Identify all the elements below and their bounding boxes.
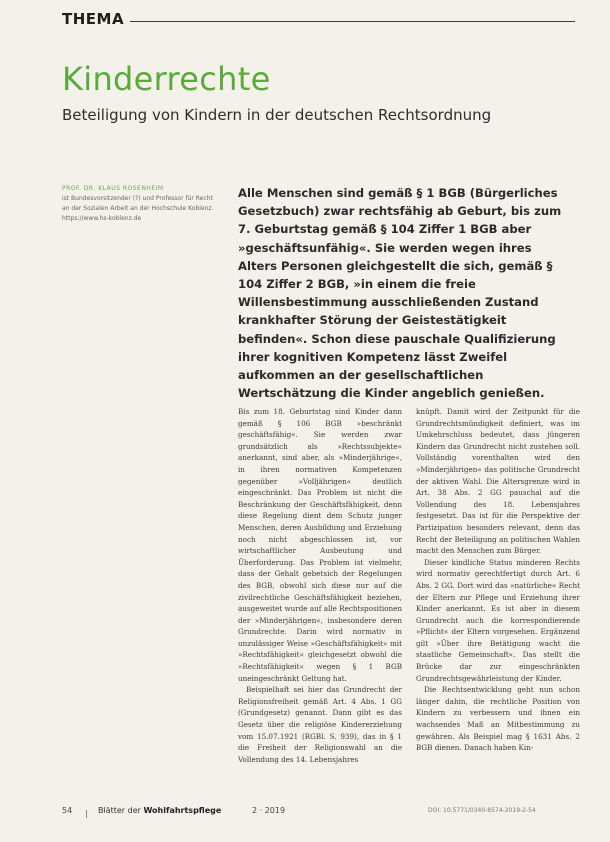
paragraph: Dieser kindliche Status minderen Rechts wird normativ gerechtfertigt durch Art. 6 Abs. 2 GG. Dort wird das »natürliche« Recht der Eltern zur Pflege und Erziehung ihrer Kinder anerkannt. Es ist aber in diesem Grundrecht auch die korrespondierende »Pflicht« der Eltern vorgesehen. Ergänzend gilt »Über ihre Betätigung wacht die staatliche Gemeinschaft«. Das stellt die Brücke dar zur eingeschränkten Grundrechtsgewährleistung der Kinder. (416, 557, 580, 683)
author-box (62, 184, 222, 224)
author-name: PROF. DR. KLAUS ROSENHEIM (62, 185, 164, 192)
page-subtitle: Beteiligung von Kindern in der deutschen Rechtsordnung (62, 106, 492, 124)
paragraph: Bis zum 18. Geburtstag sind Kinder dann gemäß § 106 BGB »beschränkt geschäftsfähig«. Sie werden zwar grundsätzlich als »Rechtssubjekte« anerkannt, sind aber, als »Minderjährige«, in ihren normativen Kompetenzen gegenüber »Volljährigen« deutlich eingeschränkt. Das Problem ist nicht die Beschränkung der Geschäftsfähigkeit, denn diese Regelung dient dem Schutz junger Menschen, deren Ausbildung und Erziehung noch nicht abgeschlossen ist, vor wirtschaftlicher Ausbeutung und Überforderung. Das Problem ist vielmehr, dass der Gehalt gebetsich der Regelungen des BGB, obwohl sich diese nur auf die zivilrechtliche Geschäftsfähigkeit beziehen, ausgeweitet wurde auf alle Rechtspositionen der »Minderjährigen«, insbesondere deren Grundrechte. Darin wird normativ in unzulässiger Weise »Geschäftsfähigkeit« mit »Rechtsfähigkeit« gleichgesetzt obwohl die »Rechtsfähigkeit« wegen § 1 BGB uneingeschränkt Geltung hat. (238, 407, 402, 683)
paragraph: Die Rechtsentwicklung geht nun schon länger dahin, die rechtliche Position von Kindern zu verbessern und ihnen ein wachsendes Maß an Mitbestimmung zu gewähren. Als Beispiel mag § 1631 Abs. 2 BGB dienen. Danach haben Kin- (416, 685, 580, 753)
body-column-2 (416, 406, 580, 754)
issue-number: 2 · 2019 (252, 806, 286, 815)
paragraph: knüpft. Damit wird der Zeitpunkt für die Grundrechtsmündigkeit definiert, was im Umkehrschluss bedeutet, dass jüngeren Kindern das Grundrecht nicht zustehen soll. Vollständig vorenthalten wird den »Minderjährigen« das politische Grundrecht der aktiven Wahl. Die Altersgrenze wird in Art. 38 Abs. 2 GG pauschal auf die Vollendung des 18. Lebensjahres festgesetzt. Das ist für die Perspektive der Partizipation besonders relevant, denn das Recht der Beteiligung an politischen Wahlen macht den Menschen zum Bürger. (416, 407, 580, 556)
page-number: 54 (62, 806, 73, 815)
journal-name (98, 806, 221, 815)
paragraph: Beispielhaft sei hier das Grundrecht der Religionsfreiheit gemäß Art. 4 Abs. 1 GG (Grundgesetz) genannt. Dann gibt es das Gesetz über die religiöse Kindererziehung vom 15.07.1921 (RGBl. S. 939), das in § 1 die Freiheit der Religionswahl an die Vollendung des 14. Lebensjahres (238, 685, 402, 764)
journal-prefix: Blätter der (98, 806, 144, 815)
section-label: THEMA (62, 10, 125, 28)
section-divider (130, 21, 575, 22)
body-column-1 (238, 406, 402, 765)
author-bio: ist Bundesvorsitzender (?) und Professor für Recht an der Sozialen Arbeit an der Hochschule Koblenz. https://www.hs-koblenz.de (62, 195, 214, 222)
footer-divider (86, 810, 87, 818)
doi: DOI: 10.5771/0340-8574-2019-2-54 (428, 807, 536, 814)
page-title: Kinderrechte (62, 60, 271, 98)
lead-paragraph: Alle Menschen sind gemäß § 1 BGB (Bürgerliches Gesetzbuch) zwar rechtsfähig ab Geburt, bis zum 7. Geburtstag gemäß § 104 Ziffer 1 BGB aber »geschäftsunfähig«. Sie werden wegen ihres Alters Personen gleichgestellt die sich, gemäß § 104 Ziffer 2 BGB, »in einem die freie Willensbestimmung ausschließenden Zustand krankhafter Störung der Geistestätigkeit befinden«. Schon diese pauschale Qualifizierung ihrer kognitiven Kompetenz lässt Zweifel aufkommen an der gesellschaftlichen Wertschätzung die Kinder angeblich genießen. (238, 186, 562, 401)
journal-title: Wohlfahrtspflege (143, 806, 222, 815)
